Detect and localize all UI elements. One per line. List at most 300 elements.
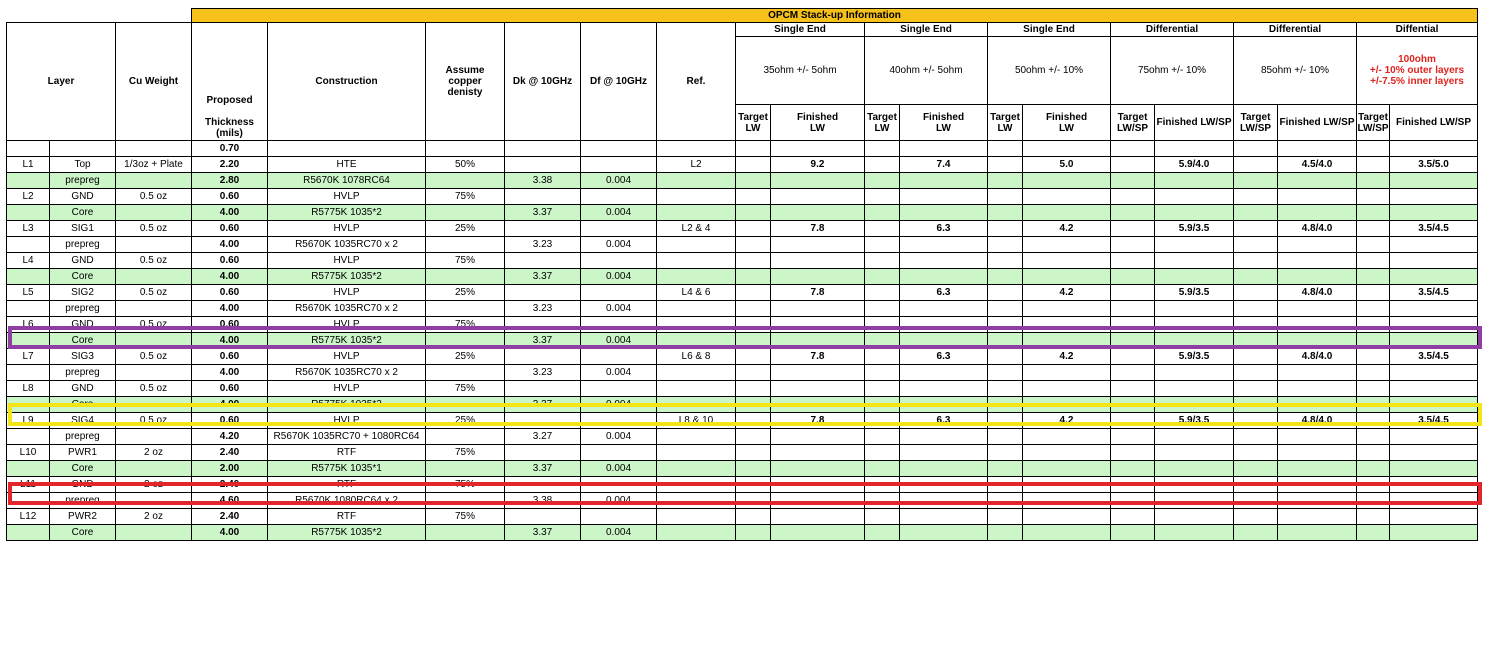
target-lw-cell bbox=[1357, 349, 1390, 365]
cu-weight-cell: 2 oz bbox=[116, 509, 192, 525]
finished-header-line: Finished bbox=[796, 111, 839, 123]
dk-cell bbox=[505, 477, 581, 493]
target-lw-cell bbox=[1234, 253, 1278, 269]
ref-cell bbox=[657, 493, 736, 509]
ref-cell: L2 bbox=[657, 157, 736, 173]
layer-cell bbox=[7, 301, 50, 317]
target-lw-cell bbox=[865, 477, 900, 493]
finished-lw-cell bbox=[1390, 253, 1478, 269]
target-lw-cell bbox=[1357, 317, 1390, 333]
target-lw-cell bbox=[988, 205, 1023, 221]
layer-cell bbox=[7, 429, 50, 445]
target-lw-cell bbox=[1357, 221, 1390, 237]
cu-weight-cell: 0.5 oz bbox=[116, 285, 192, 301]
cu-weight-cell bbox=[116, 333, 192, 349]
ref-cell bbox=[657, 477, 736, 493]
finished-lw-cell: 4.5/4.0 bbox=[1278, 157, 1357, 173]
copper-density-cell: 75% bbox=[426, 381, 505, 397]
target-lw-cell bbox=[736, 493, 771, 509]
target-lw-cell bbox=[865, 525, 900, 541]
ref-cell bbox=[657, 461, 736, 477]
ref-cell bbox=[657, 237, 736, 253]
ref-cell bbox=[657, 253, 736, 269]
df-cell bbox=[581, 189, 657, 205]
finished-lw-cell: 5.9/3.5 bbox=[1155, 349, 1234, 365]
target-lw-cell bbox=[865, 445, 900, 461]
df-cell bbox=[581, 253, 657, 269]
cu-weight-cell bbox=[116, 269, 192, 285]
layer-name-cell: Core bbox=[50, 333, 116, 349]
finished-lw-cell bbox=[1278, 317, 1357, 333]
construction-cell: RTF bbox=[268, 477, 426, 493]
df-cell bbox=[581, 381, 657, 397]
target-lw-cell bbox=[1234, 413, 1278, 429]
finished-lw-cell bbox=[771, 205, 865, 221]
finished-lw-cell bbox=[771, 381, 865, 397]
layer-name-cell bbox=[50, 141, 116, 157]
target-lw-cell bbox=[1111, 253, 1155, 269]
target-header-line: Target bbox=[1358, 111, 1388, 123]
ref-cell bbox=[657, 509, 736, 525]
impedance-spec-line: 40ohm +/- 5ohm bbox=[889, 65, 963, 76]
layer-name-cell: SIG1 bbox=[50, 221, 116, 237]
layer-cell: L3 bbox=[7, 221, 50, 237]
impedance-type-header: Single End bbox=[736, 23, 865, 37]
target-lw-cell bbox=[1357, 141, 1390, 157]
finished-lw-cell bbox=[1390, 205, 1478, 221]
construction-cell: R5775K 1035*2 bbox=[268, 269, 426, 285]
finished-lw-cell: 5.0 bbox=[1023, 157, 1111, 173]
thickness-header-line-1: Proposed bbox=[206, 95, 253, 106]
target-lw-cell bbox=[865, 317, 900, 333]
finished-lw-cell bbox=[1390, 445, 1478, 461]
table-row bbox=[7, 413, 1478, 429]
target-lw-cell bbox=[1357, 397, 1390, 413]
finished-lw-cell bbox=[1023, 301, 1111, 317]
target-header-line: LW/SP bbox=[1239, 122, 1272, 134]
layer-cell: L12 bbox=[7, 509, 50, 525]
finished-lw-cell bbox=[1023, 173, 1111, 189]
target-lw-cell bbox=[1111, 445, 1155, 461]
table-title: OPCM Stack-up Information bbox=[192, 9, 1478, 23]
ref-cell: L2 & 4 bbox=[657, 221, 736, 237]
target-lw-cell bbox=[1234, 157, 1278, 173]
df-cell bbox=[581, 221, 657, 237]
target-lw-cell bbox=[865, 237, 900, 253]
finished-lw-cell bbox=[1390, 525, 1478, 541]
target-lw-cell bbox=[1111, 477, 1155, 493]
target-lw-cell bbox=[1111, 189, 1155, 205]
finished-lw-cell bbox=[900, 381, 988, 397]
target-lw-cell bbox=[736, 269, 771, 285]
target-lw-cell bbox=[1111, 397, 1155, 413]
construction-cell: R5775K 1035*2 bbox=[268, 397, 426, 413]
finished-lw-cell bbox=[771, 493, 865, 509]
finished-lw-cell bbox=[1023, 477, 1111, 493]
impedance-spec-line: 100ohm bbox=[1398, 54, 1436, 65]
finished-lw-cell bbox=[771, 365, 865, 381]
copper-density-cell: 75% bbox=[426, 445, 505, 461]
target-lw-cell bbox=[1357, 461, 1390, 477]
target-lw-cell bbox=[988, 301, 1023, 317]
dk-header: Dk @ 10GHz bbox=[505, 23, 581, 141]
finished-lw-cell bbox=[900, 461, 988, 477]
finished-lw-cell bbox=[771, 445, 865, 461]
copper-density-cell bbox=[426, 429, 505, 445]
finished-lw-cell bbox=[1390, 301, 1478, 317]
finished-lw-header bbox=[1023, 105, 1111, 141]
impedance-type-header: Single End bbox=[988, 23, 1111, 37]
layer-cell: L4 bbox=[7, 253, 50, 269]
finished-lw-cell bbox=[1278, 525, 1357, 541]
df-cell: 0.004 bbox=[581, 205, 657, 221]
finished-lw-cell bbox=[1155, 397, 1234, 413]
finished-lw-cell: 6.3 bbox=[900, 285, 988, 301]
layer-name-cell: SIG2 bbox=[50, 285, 116, 301]
thickness-header-line-2: Thickness bbox=[205, 117, 254, 128]
finished-lw-cell bbox=[1390, 429, 1478, 445]
construction-cell: R5670K 1035RC70 + 1080RC64 bbox=[268, 429, 426, 445]
thickness-cell: 2.80 bbox=[192, 173, 268, 189]
finished-lw-cell bbox=[1023, 509, 1111, 525]
layer-name-cell: PWR2 bbox=[50, 509, 116, 525]
dk-cell bbox=[505, 253, 581, 269]
table-row bbox=[7, 285, 1478, 301]
construction-cell: RTF bbox=[268, 445, 426, 461]
ref-cell bbox=[657, 301, 736, 317]
target-lw-cell bbox=[865, 285, 900, 301]
target-lw-cell bbox=[736, 221, 771, 237]
target-lw-cell bbox=[988, 429, 1023, 445]
target-lw-cell bbox=[736, 157, 771, 173]
assume-copper-header bbox=[426, 23, 505, 141]
target-lw-cell bbox=[865, 397, 900, 413]
table-row bbox=[7, 253, 1478, 269]
dk-cell bbox=[505, 285, 581, 301]
target-lw-cell bbox=[736, 237, 771, 253]
finished-lw-cell bbox=[771, 173, 865, 189]
finished-lw-cell: 6.3 bbox=[900, 221, 988, 237]
finished-lw-cell bbox=[900, 509, 988, 525]
target-lw-cell bbox=[1357, 157, 1390, 173]
finished-lw-cell: 4.8/4.0 bbox=[1278, 221, 1357, 237]
target-lw-cell bbox=[736, 477, 771, 493]
cu-weight-cell: 0.5 oz bbox=[116, 349, 192, 365]
table-row bbox=[7, 301, 1478, 317]
layer-name-cell: Core bbox=[50, 525, 116, 541]
target-lw-cell bbox=[865, 349, 900, 365]
target-lw-cell bbox=[988, 477, 1023, 493]
layer-name-cell: prepreg bbox=[50, 429, 116, 445]
df-cell bbox=[581, 317, 657, 333]
finished-lw-cell bbox=[1023, 381, 1111, 397]
target-lw-cell bbox=[1357, 205, 1390, 221]
impedance-spec-header bbox=[736, 37, 865, 105]
copper-density-cell bbox=[426, 269, 505, 285]
target-lw-cell bbox=[865, 253, 900, 269]
proposed-thickness-header bbox=[192, 23, 268, 141]
target-lw-cell bbox=[1111, 221, 1155, 237]
thickness-cell: 4.00 bbox=[192, 333, 268, 349]
target-lw-cell bbox=[1234, 317, 1278, 333]
finished-lw-cell: 5.9/3.5 bbox=[1155, 285, 1234, 301]
target-header-line: LW bbox=[997, 122, 1013, 134]
finished-lw-cell bbox=[1023, 189, 1111, 205]
target-lw-cell bbox=[988, 493, 1023, 509]
finished-lw-cell: 7.8 bbox=[771, 413, 865, 429]
df-cell: 0.004 bbox=[581, 269, 657, 285]
target-lw-cell bbox=[1111, 429, 1155, 445]
target-lw-cell bbox=[1234, 173, 1278, 189]
target-header-line: Target bbox=[1240, 111, 1271, 123]
cu-weight-cell: 0.5 oz bbox=[116, 413, 192, 429]
table-row bbox=[7, 461, 1478, 477]
table-row bbox=[7, 349, 1478, 365]
cu-weight-cell bbox=[116, 301, 192, 317]
finished-lw-cell: 9.2 bbox=[771, 157, 865, 173]
layer-name-cell: prepreg bbox=[50, 173, 116, 189]
dk-cell: 3.37 bbox=[505, 333, 581, 349]
target-lw-cell bbox=[1357, 237, 1390, 253]
finished-lw-cell bbox=[1390, 381, 1478, 397]
target-header-line: LW/SP bbox=[1357, 122, 1389, 134]
finished-lw-cell bbox=[1023, 365, 1111, 381]
finished-lw-cell bbox=[771, 461, 865, 477]
target-lw-cell bbox=[736, 317, 771, 333]
finished-lw-cell bbox=[771, 269, 865, 285]
finished-lw-cell: 3.5/4.5 bbox=[1390, 413, 1478, 429]
cu-weight-header: Cu Weight bbox=[116, 23, 192, 141]
table-row bbox=[7, 317, 1478, 333]
ref-header: Ref. bbox=[657, 23, 736, 141]
layer-name-cell: prepreg bbox=[50, 365, 116, 381]
layer-cell bbox=[7, 333, 50, 349]
table-row bbox=[7, 205, 1478, 221]
layer-name-cell: Core bbox=[50, 205, 116, 221]
df-cell bbox=[581, 445, 657, 461]
target-lw-cell bbox=[1357, 445, 1390, 461]
target-lw-cell bbox=[736, 461, 771, 477]
cu-weight-cell: 0.5 oz bbox=[116, 317, 192, 333]
finished-lw-header bbox=[1390, 105, 1478, 141]
finished-lw-cell bbox=[1155, 445, 1234, 461]
ref-cell: L4 & 6 bbox=[657, 285, 736, 301]
dk-cell: 3.37 bbox=[505, 269, 581, 285]
df-cell: 0.004 bbox=[581, 493, 657, 509]
target-lw-cell bbox=[865, 301, 900, 317]
thickness-cell: 0.60 bbox=[192, 285, 268, 301]
finished-lw-cell bbox=[900, 253, 988, 269]
df-cell: 0.004 bbox=[581, 397, 657, 413]
target-lw-cell bbox=[1111, 269, 1155, 285]
finished-lw-cell bbox=[900, 445, 988, 461]
df-cell bbox=[581, 509, 657, 525]
target-lw-header bbox=[1234, 105, 1278, 141]
layer-cell: L1 bbox=[7, 157, 50, 173]
finished-lw-cell: 4.8/4.0 bbox=[1278, 413, 1357, 429]
table-row bbox=[7, 525, 1478, 541]
target-lw-cell bbox=[988, 189, 1023, 205]
finished-lw-cell bbox=[1023, 397, 1111, 413]
thickness-cell: 0.60 bbox=[192, 221, 268, 237]
finished-lw-cell: 5.9/3.5 bbox=[1155, 221, 1234, 237]
finished-lw-cell bbox=[771, 525, 865, 541]
cu-weight-cell: 0.5 oz bbox=[116, 381, 192, 397]
copper-density-cell bbox=[426, 173, 505, 189]
finished-header-line: Finished LW/SP bbox=[1395, 117, 1471, 128]
finished-lw-cell bbox=[1155, 365, 1234, 381]
finished-lw-cell bbox=[900, 429, 988, 445]
target-lw-cell bbox=[1111, 381, 1155, 397]
finished-header-line: Finished bbox=[1045, 111, 1088, 123]
finished-lw-cell bbox=[771, 189, 865, 205]
thickness-cell: 2.40 bbox=[192, 477, 268, 493]
target-lw-cell bbox=[988, 509, 1023, 525]
finished-lw-cell bbox=[900, 477, 988, 493]
target-lw-header bbox=[736, 105, 771, 141]
construction-cell: HVLP bbox=[268, 221, 426, 237]
finished-lw-cell bbox=[771, 317, 865, 333]
assume-copper-line-1: Assume bbox=[445, 65, 485, 76]
target-lw-cell bbox=[1111, 157, 1155, 173]
copper-density-cell: 25% bbox=[426, 349, 505, 365]
finished-lw-cell bbox=[900, 365, 988, 381]
table-row bbox=[7, 493, 1478, 509]
cu-weight-cell: 0.5 oz bbox=[116, 253, 192, 269]
layer-cell: L7 bbox=[7, 349, 50, 365]
finished-lw-cell bbox=[771, 237, 865, 253]
thickness-cell: 2.00 bbox=[192, 461, 268, 477]
copper-density-cell: 75% bbox=[426, 317, 505, 333]
finished-lw-cell bbox=[1278, 237, 1357, 253]
impedance-type-header: Single End bbox=[865, 23, 988, 37]
target-lw-cell bbox=[1234, 381, 1278, 397]
thickness-cell: 0.60 bbox=[192, 349, 268, 365]
dk-cell bbox=[505, 349, 581, 365]
finished-lw-cell bbox=[1155, 509, 1234, 525]
layer-cell bbox=[7, 269, 50, 285]
target-header-line: LW bbox=[874, 122, 890, 134]
finished-lw-cell bbox=[1390, 269, 1478, 285]
construction-cell bbox=[268, 141, 426, 157]
df-cell: 0.004 bbox=[581, 429, 657, 445]
target-lw-cell bbox=[1234, 365, 1278, 381]
finished-header-line: LW bbox=[1059, 122, 1074, 134]
target-lw-cell bbox=[736, 253, 771, 269]
finished-lw-cell bbox=[1155, 429, 1234, 445]
target-lw-cell bbox=[736, 525, 771, 541]
finished-lw-cell: 6.3 bbox=[900, 349, 988, 365]
table-row bbox=[7, 237, 1478, 253]
target-lw-cell bbox=[736, 349, 771, 365]
target-lw-cell bbox=[1234, 285, 1278, 301]
finished-lw-cell: 6.3 bbox=[900, 413, 988, 429]
copper-density-cell: 75% bbox=[426, 189, 505, 205]
finished-lw-cell bbox=[1278, 365, 1357, 381]
target-lw-cell bbox=[1111, 461, 1155, 477]
finished-lw-cell bbox=[900, 317, 988, 333]
ref-cell bbox=[657, 397, 736, 413]
table-row bbox=[7, 141, 1478, 157]
copper-density-cell bbox=[426, 397, 505, 413]
construction-cell: R5670K 1035RC70 x 2 bbox=[268, 365, 426, 381]
finished-lw-cell bbox=[1390, 365, 1478, 381]
target-lw-cell bbox=[865, 173, 900, 189]
construction-header: Construction bbox=[268, 23, 426, 141]
impedance-spec-header bbox=[988, 37, 1111, 105]
df-cell: 0.004 bbox=[581, 365, 657, 381]
ref-cell bbox=[657, 429, 736, 445]
construction-cell: RTF bbox=[268, 509, 426, 525]
impedance-spec-line: +/- 10% outer layers bbox=[1369, 65, 1465, 76]
dk-cell: 3.37 bbox=[505, 397, 581, 413]
finished-header-line: Finished bbox=[922, 111, 965, 123]
copper-density-cell bbox=[426, 205, 505, 221]
target-lw-cell bbox=[1234, 429, 1278, 445]
finished-lw-cell bbox=[900, 141, 988, 157]
target-lw-cell bbox=[1234, 333, 1278, 349]
thickness-cell: 4.00 bbox=[192, 237, 268, 253]
finished-lw-cell: 4.8/4.0 bbox=[1278, 349, 1357, 365]
finished-lw-cell bbox=[1155, 173, 1234, 189]
target-lw-cell bbox=[1111, 237, 1155, 253]
dk-cell: 3.38 bbox=[505, 173, 581, 189]
target-lw-cell bbox=[988, 461, 1023, 477]
construction-cell: R5775K 1035*2 bbox=[268, 333, 426, 349]
target-lw-cell bbox=[988, 157, 1023, 173]
finished-lw-cell: 4.2 bbox=[1023, 221, 1111, 237]
finished-lw-cell bbox=[1023, 237, 1111, 253]
impedance-spec-line: 75ohm +/- 10% bbox=[1137, 65, 1207, 76]
finished-lw-cell bbox=[771, 333, 865, 349]
target-lw-cell bbox=[736, 413, 771, 429]
target-lw-cell bbox=[988, 365, 1023, 381]
finished-lw-cell bbox=[1390, 141, 1478, 157]
copper-density-cell: 75% bbox=[426, 253, 505, 269]
thickness-cell: 0.60 bbox=[192, 381, 268, 397]
target-lw-cell bbox=[865, 365, 900, 381]
df-cell bbox=[581, 413, 657, 429]
finished-lw-header bbox=[1278, 105, 1357, 141]
assume-copper-line-2: copper bbox=[448, 76, 482, 87]
copper-density-cell: 50% bbox=[426, 157, 505, 173]
finished-lw-cell bbox=[1390, 397, 1478, 413]
thickness-cell: 0.60 bbox=[192, 253, 268, 269]
target-lw-cell bbox=[1111, 413, 1155, 429]
target-lw-cell bbox=[865, 461, 900, 477]
target-lw-cell bbox=[1357, 301, 1390, 317]
finished-lw-cell: 3.5/4.5 bbox=[1390, 349, 1478, 365]
layer-cell: L6 bbox=[7, 317, 50, 333]
target-lw-cell bbox=[1111, 333, 1155, 349]
thickness-cell: 4.00 bbox=[192, 397, 268, 413]
finished-lw-cell bbox=[1023, 525, 1111, 541]
target-lw-cell bbox=[1357, 509, 1390, 525]
cu-weight-cell bbox=[116, 525, 192, 541]
thickness-cell: 0.60 bbox=[192, 317, 268, 333]
layer-header: Layer bbox=[7, 23, 116, 141]
thickness-cell: 4.00 bbox=[192, 525, 268, 541]
layer-cell: L9 bbox=[7, 413, 50, 429]
df-cell: 0.004 bbox=[581, 173, 657, 189]
dk-cell: 3.37 bbox=[505, 525, 581, 541]
target-lw-cell bbox=[1234, 509, 1278, 525]
finished-lw-cell bbox=[771, 253, 865, 269]
thickness-cell: 0.60 bbox=[192, 413, 268, 429]
target-lw-cell bbox=[736, 205, 771, 221]
finished-lw-cell bbox=[900, 173, 988, 189]
thickness-cell: 2.20 bbox=[192, 157, 268, 173]
